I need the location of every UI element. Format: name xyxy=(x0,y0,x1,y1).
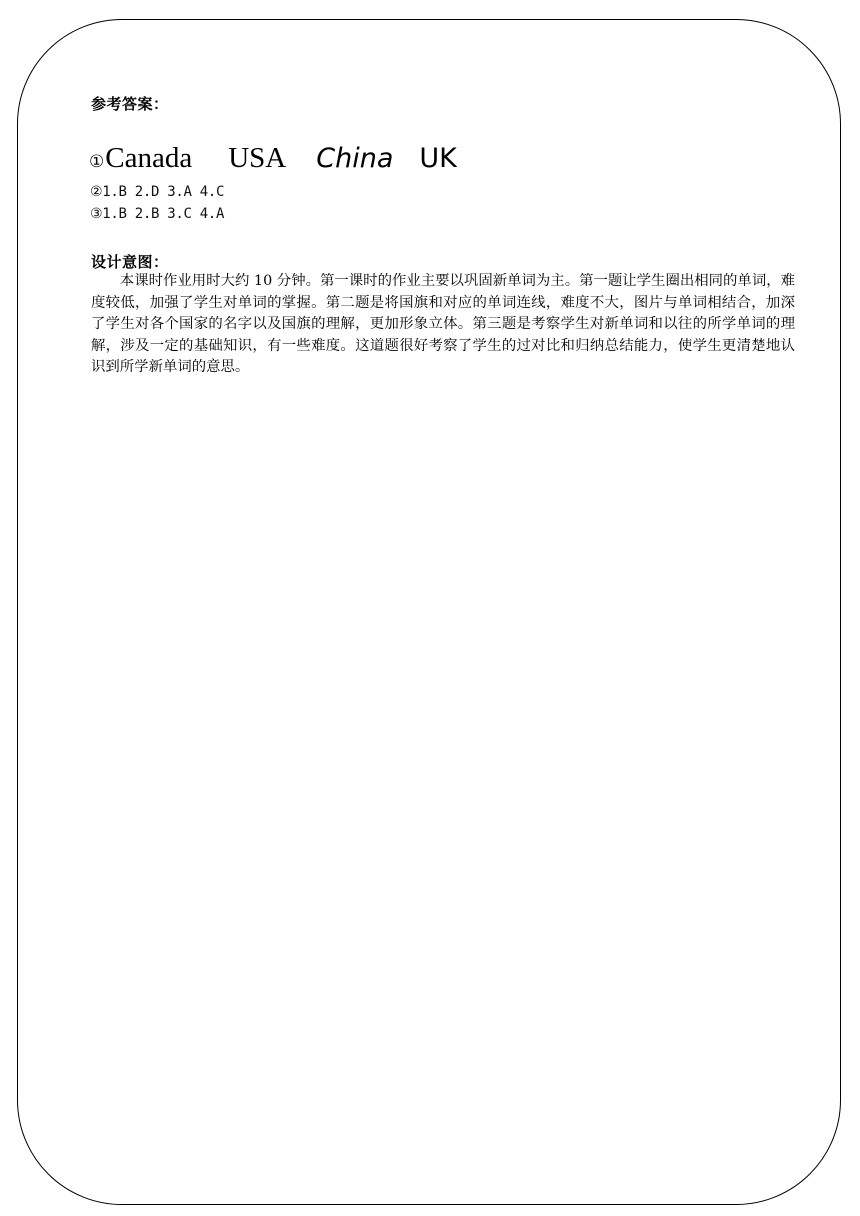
countries-answer-row xyxy=(89,138,457,178)
answer-line-2: ②1.B 2.D 3.A 4.C xyxy=(90,184,225,200)
country-usa: USA xyxy=(228,142,287,174)
country-china: China xyxy=(316,143,394,174)
country-uk: UK xyxy=(419,143,457,174)
answers-heading: 参考答案： xyxy=(91,95,169,113)
design-heading: 设计意图： xyxy=(91,253,169,271)
answer-line-3: ③1.B 2.B 3.C 4.A xyxy=(90,206,225,222)
question-1-number: ① xyxy=(89,152,105,172)
country-canada: Canada xyxy=(105,142,193,174)
design-paragraph: 本课时作业用时大约 10 分钟。第一课时的作业主要以巩固新单词为主。第一题让学生圈出相同的单词，难度较低，加强了学生对单词的掌握。第二题是将国旗和对应的单词连线，难度不大，图片与单词相结合，加深了学生对各个国家的名字以及国旗的理解，更加形象立体。第三题是考察学生对新单词和以往的所学单词的理解，涉及一定的基础知识，有一些难度。这道题很好考察了学生的过对比和归纳总结能力，使学生更清楚地认识到所学新单词的意思。 xyxy=(91,273,795,375)
